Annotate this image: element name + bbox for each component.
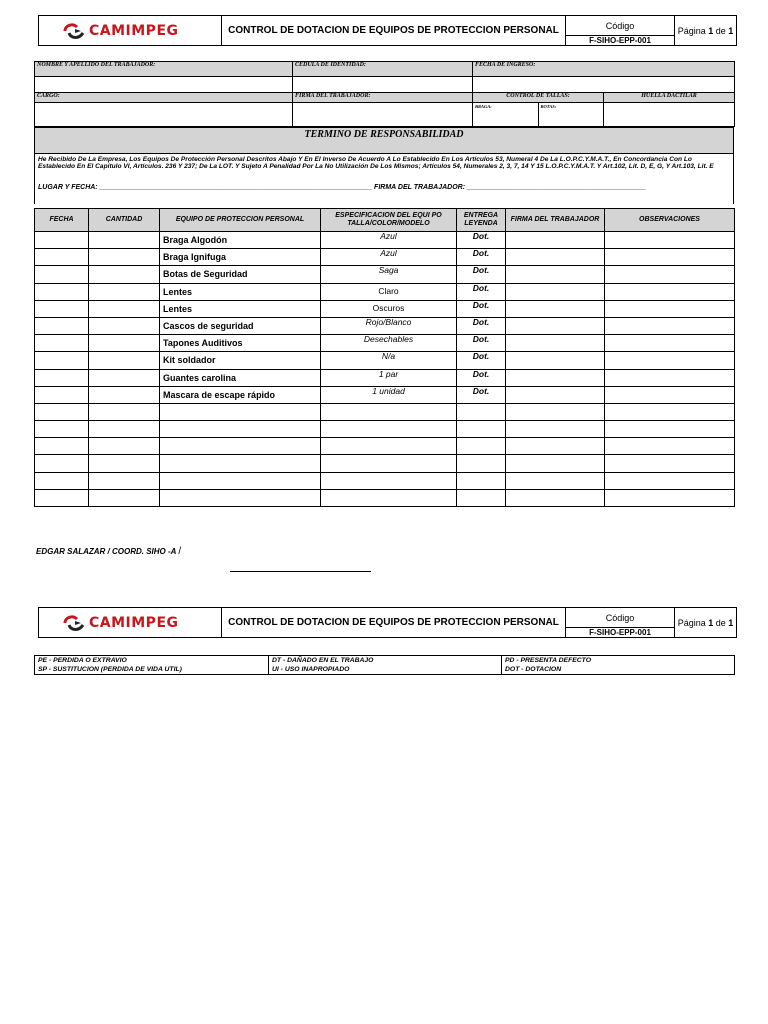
equipo-cell: Mascara de escape rápido — [160, 386, 321, 403]
responsibility-text: He Recibido De La Empresa, Los Equipos De Protección Personal Descritos Abajo Y En El Inverso De Acuerdo A Lo Establecido En Los Artículos 53, Numeral 4 De La L.O.P.C.Y.M.A.T., En Concordancia Con Lo Establecido En El Capítulo VI, Artículos. 236 Y 237; De La LOT. Y Sujeto A Penalidad Por La No Utilización De Los Mismos; Artículos 54, Numerales 2, 3, 7, 14 Y 15 L.O.P.C.Y.M.A.T. Y Art.102, Lit. D, E, G, Y Art.103, Lit. E — [38, 156, 714, 170]
page-label: Página — [677, 25, 706, 36]
page-of-2: de — [715, 617, 726, 628]
fecha-cell[interactable] — [35, 317, 89, 334]
especificacion-cell: Azul — [321, 249, 457, 266]
observaciones-cell[interactable] — [605, 232, 735, 249]
company-logo-2 — [39, 608, 222, 637]
fecha-cell[interactable] — [35, 421, 89, 438]
fecha-cell[interactable] — [35, 472, 89, 489]
firma-cell[interactable] — [506, 232, 605, 249]
table-row — [35, 438, 735, 455]
firma-field[interactable] — [293, 103, 473, 127]
table-row — [35, 489, 735, 506]
legend-pe: PE - PERDIDA O EXTRAVIO — [38, 657, 127, 664]
col-firma-trabajador: FIRMA DEL TRABAJADOR — [506, 209, 605, 232]
page-indicator-2 — [675, 608, 736, 637]
table-row — [35, 266, 735, 283]
leyenda-cell: Dot. — [457, 335, 506, 352]
especificacion-cell — [321, 472, 457, 489]
table-row — [35, 369, 735, 386]
equipo-cell — [160, 438, 321, 455]
especificacion-cell: Saga — [321, 266, 457, 283]
equipo-cell: Lentes — [160, 283, 321, 300]
firma-cell[interactable] — [506, 335, 605, 352]
table-row — [35, 232, 735, 249]
equipo-cell: Botas de Seguridad — [160, 266, 321, 283]
cantidad-cell[interactable] — [89, 266, 160, 283]
form-header-2 — [38, 607, 737, 638]
code-label: Código — [566, 16, 674, 36]
col-cantidad: CANTIDAD — [89, 209, 160, 232]
fecha-cell[interactable] — [35, 335, 89, 352]
legend-col-2 — [269, 656, 502, 675]
firma-cell[interactable] — [506, 386, 605, 403]
botas-size-field[interactable]: BOTAS: — [540, 104, 557, 109]
firma-cell[interactable] — [506, 249, 605, 266]
fecha-cell[interactable] — [35, 283, 89, 300]
brand-name: CAMIMPEG — [89, 22, 179, 39]
firma-cell[interactable] — [506, 472, 605, 489]
form-title: CONTROL DE DOTACION DE EQUIPOS DE PROTECCION PERSONAL — [222, 16, 566, 45]
table-row — [35, 300, 735, 317]
firma-cell[interactable] — [506, 317, 605, 334]
cargo-label: CARGO: — [35, 93, 293, 103]
page-number-2: 1 — [708, 617, 714, 628]
fecha-cell[interactable] — [35, 352, 89, 369]
fecha-cell[interactable] — [35, 300, 89, 317]
cargo-field[interactable] — [35, 103, 293, 127]
especificacion-cell — [321, 489, 457, 506]
leyenda-cell: Dot. — [457, 352, 506, 369]
observaciones-cell[interactable] — [605, 266, 735, 283]
equipo-cell: Guantes carolina — [160, 369, 321, 386]
observaciones-cell[interactable] — [605, 352, 735, 369]
especificacion-cell — [321, 455, 457, 472]
fecha-cell[interactable] — [35, 369, 89, 386]
page-total: 1 — [728, 25, 734, 36]
firma-cell[interactable] — [506, 455, 605, 472]
form-code — [566, 16, 675, 45]
firma-cell[interactable] — [506, 266, 605, 283]
cantidad-cell[interactable] — [89, 317, 160, 334]
observaciones-cell[interactable] — [605, 489, 735, 506]
firma-cell[interactable] — [506, 489, 605, 506]
observaciones-cell[interactable] — [605, 403, 735, 420]
code-label-2: Código — [566, 608, 674, 628]
cantidad-cell[interactable] — [89, 232, 160, 249]
leyenda-cell: Dot. — [457, 300, 506, 317]
page-of: de — [715, 25, 726, 36]
leyenda-cell: Dot. — [457, 232, 506, 249]
table-row — [35, 335, 735, 352]
leyenda-cell — [457, 421, 506, 438]
leyenda-cell: Dot. — [457, 249, 506, 266]
table-row — [35, 317, 735, 334]
equipo-cell: Kit soldador — [160, 352, 321, 369]
observaciones-cell[interactable] — [605, 455, 735, 472]
page-number: 1 — [708, 25, 714, 36]
legend-pd: PD - PRESENTA DEFECTO — [505, 657, 591, 664]
fecha-cell[interactable] — [35, 386, 89, 403]
cantidad-cell[interactable] — [89, 472, 160, 489]
especificacion-cell: Desechables — [321, 335, 457, 352]
page-indicator — [675, 16, 736, 45]
especificacion-cell: Oscuros — [321, 300, 457, 317]
code-value: F-SIHO-EPP-001 — [589, 36, 651, 45]
observaciones-cell[interactable] — [605, 317, 735, 334]
legend-sp: SP - SUSTITUCION (PERDIDA DE VIDA UTIL) — [38, 666, 182, 673]
col-observaciones: OBSERVACIONES — [605, 209, 735, 232]
equipo-cell — [160, 472, 321, 489]
cantidad-cell[interactable] — [89, 352, 160, 369]
especificacion-cell — [321, 403, 457, 420]
col-equipo: EQUIPO DE PROTECCION PERSONAL — [160, 209, 321, 232]
leyenda-cell — [457, 472, 506, 489]
equipo-cell — [160, 403, 321, 420]
observaciones-cell[interactable] — [605, 249, 735, 266]
firma-cell[interactable] — [506, 352, 605, 369]
firma-cell[interactable] — [506, 283, 605, 300]
cantidad-cell[interactable] — [89, 403, 160, 420]
table-row — [35, 352, 735, 369]
code-legend-table — [34, 655, 735, 675]
legend-dt: DT - DAÑADO EN EL TRABAJO — [272, 657, 374, 664]
camimpeg-logo-icon — [61, 21, 87, 41]
observaciones-cell[interactable] — [605, 472, 735, 489]
col-fecha: FECHA — [35, 209, 89, 232]
cantidad-cell[interactable] — [89, 421, 160, 438]
cantidad-cell[interactable] — [89, 335, 160, 352]
especificacion-cell: 1 unidad — [321, 386, 457, 403]
cedula-field[interactable] — [293, 77, 473, 93]
leyenda-cell: Dot. — [457, 369, 506, 386]
table-row — [35, 249, 735, 266]
equipo-cell: Braga Algodón — [160, 232, 321, 249]
coordinator-signature — [36, 546, 181, 557]
leyenda-cell: Dot. — [457, 283, 506, 300]
fecha-cell[interactable] — [35, 266, 89, 283]
cantidad-cell[interactable] — [89, 386, 160, 403]
brand-name-2: CAMIMPEG — [89, 614, 179, 631]
form-header — [38, 15, 737, 46]
tallas-field — [473, 103, 604, 127]
place-date-signature-line — [35, 184, 733, 204]
table-header-row — [35, 209, 735, 232]
lugar-fecha-field[interactable]: LUGAR Y FECHA: ______________________________________________________________________ — [38, 184, 373, 191]
especificacion-cell: 1 par — [321, 369, 457, 386]
braga-size-field[interactable]: BRAGA: — [473, 103, 539, 126]
huella-field — [604, 103, 735, 127]
especificacion-cell — [321, 421, 457, 438]
table-row — [35, 421, 735, 438]
cantidad-cell[interactable] — [89, 249, 160, 266]
col-entrega-leyenda: ENTREGA LEYENDA — [457, 209, 506, 232]
cantidad-cell[interactable] — [89, 489, 160, 506]
coordinator-name: EDGAR SALAZAR / COORD. SIHO -A — [36, 547, 177, 556]
nombre-field[interactable] — [35, 77, 293, 93]
leyenda-cell — [457, 438, 506, 455]
equipment-table — [34, 208, 735, 507]
observaciones-cell[interactable] — [605, 438, 735, 455]
camimpeg-logo-icon — [61, 613, 87, 633]
huella-label: HUELLA DACTILAR — [604, 93, 735, 103]
observaciones-cell[interactable] — [605, 369, 735, 386]
table-row — [35, 283, 735, 300]
especificacion-cell: N/a — [321, 352, 457, 369]
legend-ui: UI - USO INAPROPIADO — [272, 666, 350, 673]
leyenda-cell: Dot. — [457, 386, 506, 403]
firma-trabajador-field[interactable]: FIRMA DEL TRABAJADOR: ______________________________________________ — [374, 184, 647, 191]
worker-info-table — [34, 61, 735, 127]
legend-col-1 — [35, 656, 269, 675]
leyenda-cell — [457, 403, 506, 420]
tallas-label: CONTROL DE TALLAS: — [473, 93, 604, 103]
cantidad-cell[interactable] — [89, 369, 160, 386]
observaciones-cell[interactable] — [605, 300, 735, 317]
equipo-cell — [160, 489, 321, 506]
cantidad-cell[interactable] — [89, 455, 160, 472]
equipo-cell — [160, 455, 321, 472]
signature-slash: / — [178, 546, 182, 557]
equipo-cell: Lentes — [160, 300, 321, 317]
company-logo — [39, 16, 222, 45]
especificacion-cell — [321, 438, 457, 455]
cantidad-cell[interactable] — [89, 438, 160, 455]
nombre-label: NOMBRE Y APELLIDO DEL TRABAJADOR: — [35, 62, 293, 77]
fecha-cell[interactable] — [35, 403, 89, 420]
signature-line[interactable] — [230, 571, 371, 572]
fecha-cell[interactable] — [35, 249, 89, 266]
form-code-2 — [566, 608, 675, 637]
observaciones-cell[interactable] — [605, 283, 735, 300]
legend-col-3 — [502, 656, 735, 675]
table-row — [35, 472, 735, 489]
firma-cell[interactable] — [506, 421, 605, 438]
responsibility-title: TERMINO DE RESPONSABILIDAD — [35, 128, 733, 154]
firma-label: FIRMA DEL TRABAJADOR: — [293, 93, 473, 103]
responsibility-section — [34, 127, 734, 204]
equipo-cell — [160, 421, 321, 438]
equipo-cell: Tapones Auditivos — [160, 335, 321, 352]
leyenda-cell — [457, 455, 506, 472]
fecha-cell[interactable] — [35, 232, 89, 249]
cedula-label: CEDULA DE IDENTIDAD: — [293, 62, 473, 77]
fecha-cell[interactable] — [35, 438, 89, 455]
observaciones-cell[interactable] — [605, 335, 735, 352]
especificacion-cell: Claro — [321, 283, 457, 300]
firma-cell[interactable] — [506, 403, 605, 420]
leyenda-cell: Dot. — [457, 266, 506, 283]
fecha-cell[interactable] — [35, 489, 89, 506]
especificacion-cell: Azul — [321, 232, 457, 249]
col-especificacion: ESPECIFICACION DEL EQUI PO TALLA/COLOR/MODELO — [321, 209, 457, 232]
cantidad-cell[interactable] — [89, 283, 160, 300]
observaciones-cell[interactable] — [605, 386, 735, 403]
code-value-2: F-SIHO-EPP-001 — [589, 628, 651, 637]
fecha-ingreso-field[interactable] — [473, 77, 735, 93]
firma-cell[interactable] — [506, 300, 605, 317]
form-title-2: CONTROL DE DOTACION DE EQUIPOS DE PROTECCION PERSONAL — [222, 608, 566, 637]
leyenda-cell — [457, 489, 506, 506]
table-row — [35, 403, 735, 420]
cantidad-cell[interactable] — [89, 300, 160, 317]
page-total-2: 1 — [728, 617, 734, 628]
page-label-2: Página — [677, 617, 706, 628]
legend-dot: DOT - DOTACION — [505, 666, 562, 673]
especificacion-cell: Rojo/Blanco — [321, 317, 457, 334]
table-row — [35, 455, 735, 472]
fecha-ingreso-label: FECHA DE INGRESO: — [473, 62, 735, 77]
table-row — [35, 386, 735, 403]
observaciones-cell[interactable] — [605, 421, 735, 438]
firma-cell[interactable] — [506, 369, 605, 386]
equipo-cell: Braga Ignifuga — [160, 249, 321, 266]
fecha-cell[interactable] — [35, 455, 89, 472]
equipo-cell: Cascos de seguridad — [160, 317, 321, 334]
firma-cell[interactable] — [506, 438, 605, 455]
leyenda-cell: Dot. — [457, 317, 506, 334]
